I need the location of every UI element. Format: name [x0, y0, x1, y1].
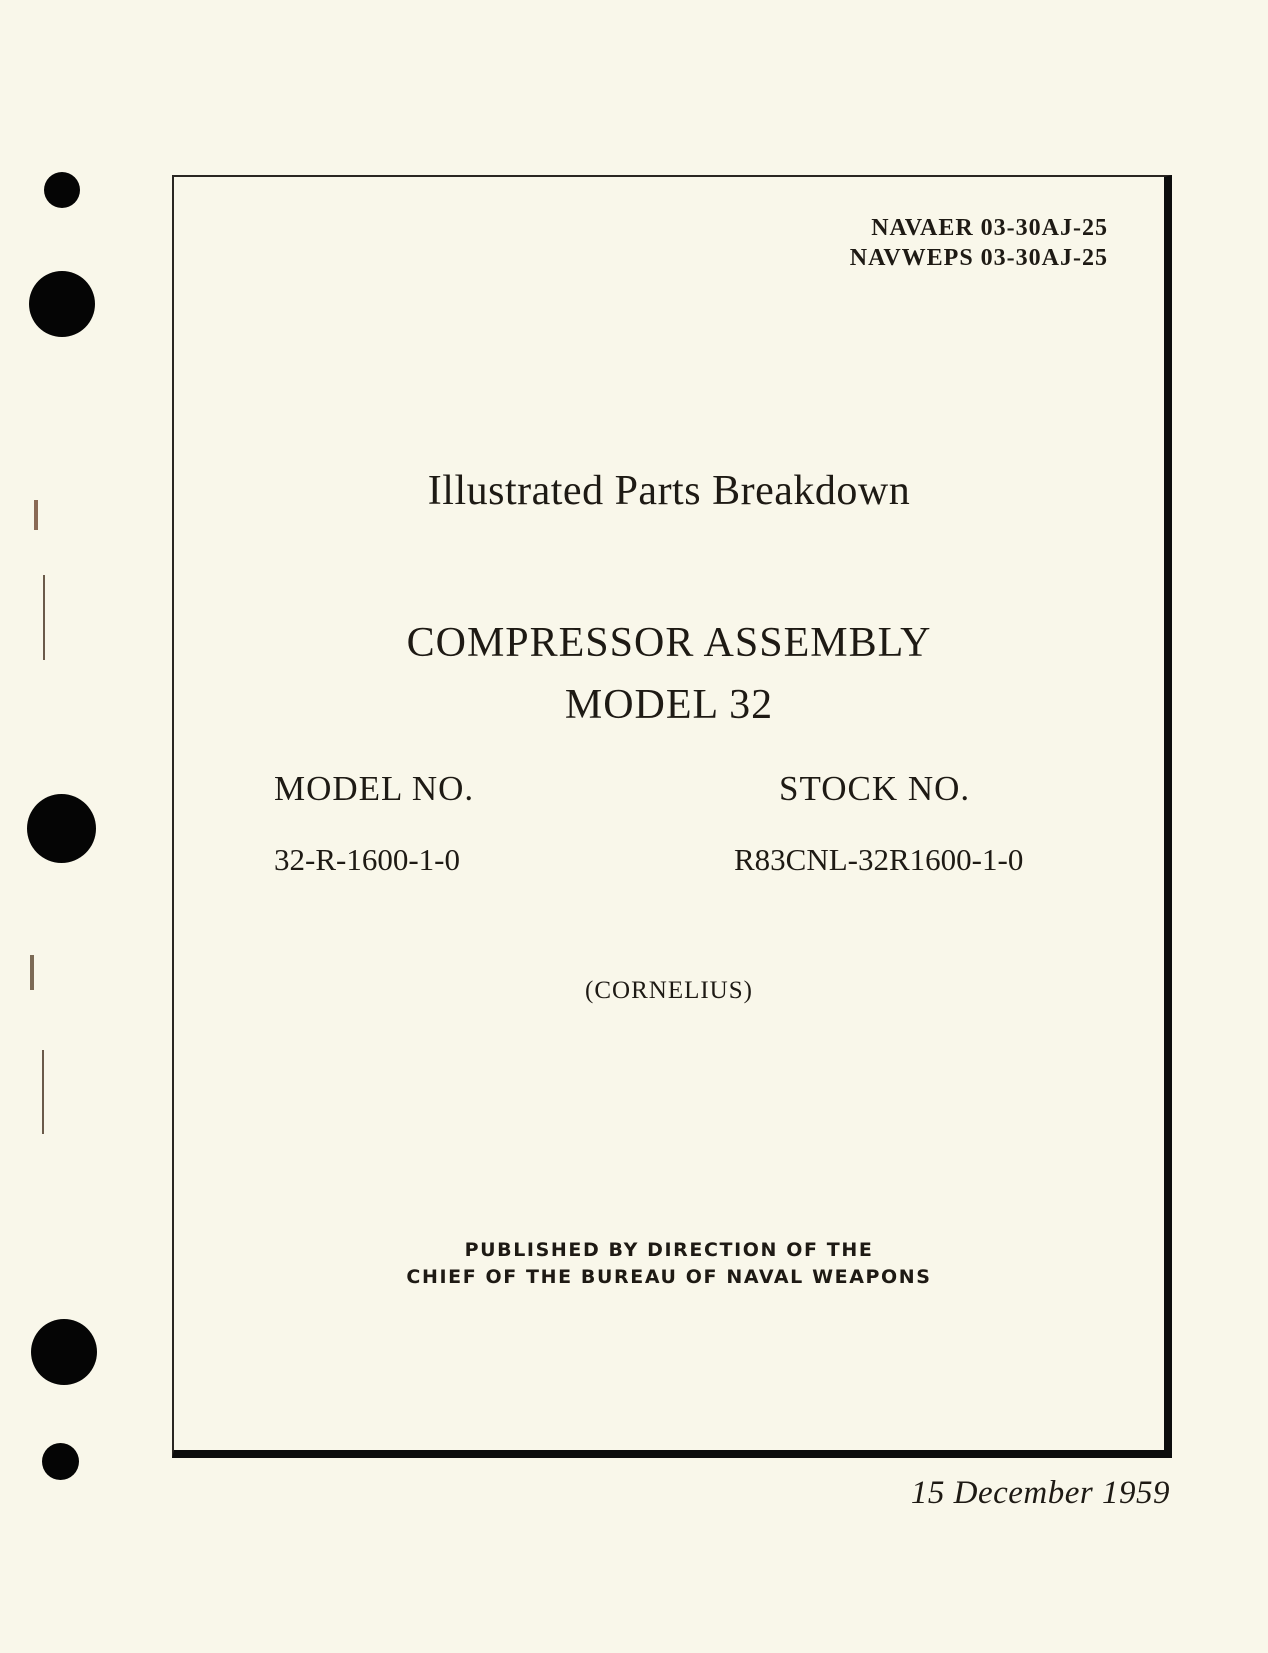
margin-mark	[34, 500, 38, 530]
assembly-model: MODEL 32	[564, 682, 774, 728]
margin-mark	[43, 575, 45, 660]
assembly-name: COMPRESSOR ASSEMBLY	[406, 620, 932, 666]
publisher-statement	[174, 1237, 1164, 1291]
document-title: Illustrated Parts Breakdown	[427, 468, 911, 514]
model-number-label: MODEL NO.	[274, 769, 475, 808]
margin-mark	[30, 955, 34, 990]
navaer-number: NAVAER 03-30AJ-25	[871, 215, 1108, 241]
stock-number-value: R83CNL-32R1600-1-0	[734, 842, 1024, 877]
margin-mark	[42, 1050, 44, 1134]
navweps-number: NAVWEPS 03-30AJ-25	[849, 245, 1108, 271]
punch-hole	[44, 172, 80, 208]
punch-hole	[27, 794, 96, 863]
punch-hole	[31, 1319, 97, 1385]
title-page-frame	[172, 175, 1172, 1458]
document-number-block	[850, 213, 1108, 273]
manufacturer-name: (CORNELIUS)	[585, 977, 753, 1004]
publisher-line-1: PUBLISHED BY DIRECTION OF THE	[464, 1239, 874, 1261]
publication-date: 15 December 1959	[910, 1475, 1170, 1511]
publisher-line-2: CHIEF OF THE BUREAU OF NAVAL WEAPONS	[406, 1266, 932, 1288]
assembly-title	[174, 612, 1164, 736]
punch-hole	[29, 271, 95, 337]
stock-number-label: STOCK NO.	[779, 769, 971, 808]
model-number-value: 32-R-1600-1-0	[274, 842, 460, 877]
punch-hole	[42, 1443, 79, 1480]
